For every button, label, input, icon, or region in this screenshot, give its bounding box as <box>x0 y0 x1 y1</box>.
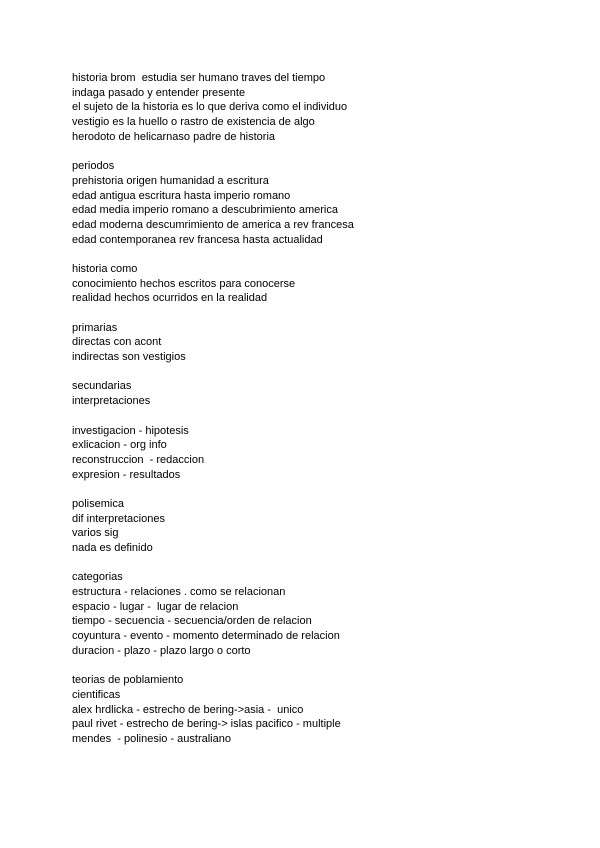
text-line: realidad hechos ocurridos en la realidad <box>72 292 268 305</box>
text-line: dif interpretaciones <box>72 512 165 525</box>
text-line: coyuntura - evento - momento determinado de relacion <box>72 630 340 643</box>
text-block <box>72 497 572 556</box>
text-line: vestigio es la huello o rastro de existencia de algo <box>72 116 315 129</box>
text-block <box>72 262 572 306</box>
text-line: conocimiento hechos escritos para conocerse <box>72 277 296 290</box>
text-line: investigacion - hipotesis <box>72 424 189 437</box>
text-line: el sujeto de la historia es lo que deriva como el individuo <box>72 101 348 114</box>
text-line: primarias <box>72 321 118 334</box>
text-line: historia como <box>72 262 138 275</box>
text-line: edad media imperio romano a descubrimiento america <box>72 204 338 217</box>
text-line: interpretaciones <box>72 395 151 408</box>
text-line: historia brom estudia ser humano traves del tiempo <box>72 72 326 84</box>
text-line: edad contemporanea rev francesa hasta actualidad <box>72 233 323 246</box>
text-line: polisemica <box>72 497 124 510</box>
text-line: herodoto de helicarnaso padre de historia <box>72 130 276 143</box>
text-line: reconstruccion - redaccion <box>72 453 205 466</box>
text-line: duracion - plazo - plazo largo o corto <box>72 644 251 657</box>
text-block <box>72 379 572 408</box>
text-block <box>72 673 572 746</box>
text-block <box>72 71 572 144</box>
text-line: secundarias <box>72 380 132 393</box>
text-line: expresion - resultados <box>72 468 181 481</box>
text-line: indaga pasado y entender presente <box>72 86 246 99</box>
text-line: varios sig <box>72 527 119 540</box>
text-line: directas con acont <box>72 336 162 349</box>
text-line: edad moderna descumrimiento de america a rev francesa <box>72 218 354 231</box>
document-page <box>72 71 572 761</box>
text-line: mendes - polinesio - australiano <box>72 732 231 745</box>
text-line: estructura - relaciones . como se relacionan <box>72 586 286 599</box>
text-block <box>72 159 572 247</box>
text-line: cientificas <box>72 688 121 701</box>
text-block <box>72 424 572 483</box>
text-line: nada es definido <box>72 542 153 554</box>
text-line: indirectas son vestigios <box>72 351 186 364</box>
text-line: edad antigua escritura hasta imperio romano <box>72 189 291 202</box>
text-block <box>72 321 572 365</box>
text-line: alex hrdlicka - estrecho de bering->asia - unico <box>72 703 304 716</box>
text-line: exlicacion - org info <box>72 439 167 452</box>
text-line: periodos <box>72 160 115 173</box>
text-line: teorias de poblamiento <box>72 674 184 687</box>
text-block <box>72 570 572 658</box>
text-line: paul rivet - estrecho de bering-> islas pacifico - multiple <box>72 718 341 731</box>
text-line: prehistoria origen humanidad a escritura <box>72 174 269 187</box>
text-line: categorias <box>72 571 123 584</box>
text-line: espacio - lugar - lugar de relacion <box>72 600 239 613</box>
text-line: tiempo - secuencia - secuencia/orden de relacion <box>72 615 312 628</box>
